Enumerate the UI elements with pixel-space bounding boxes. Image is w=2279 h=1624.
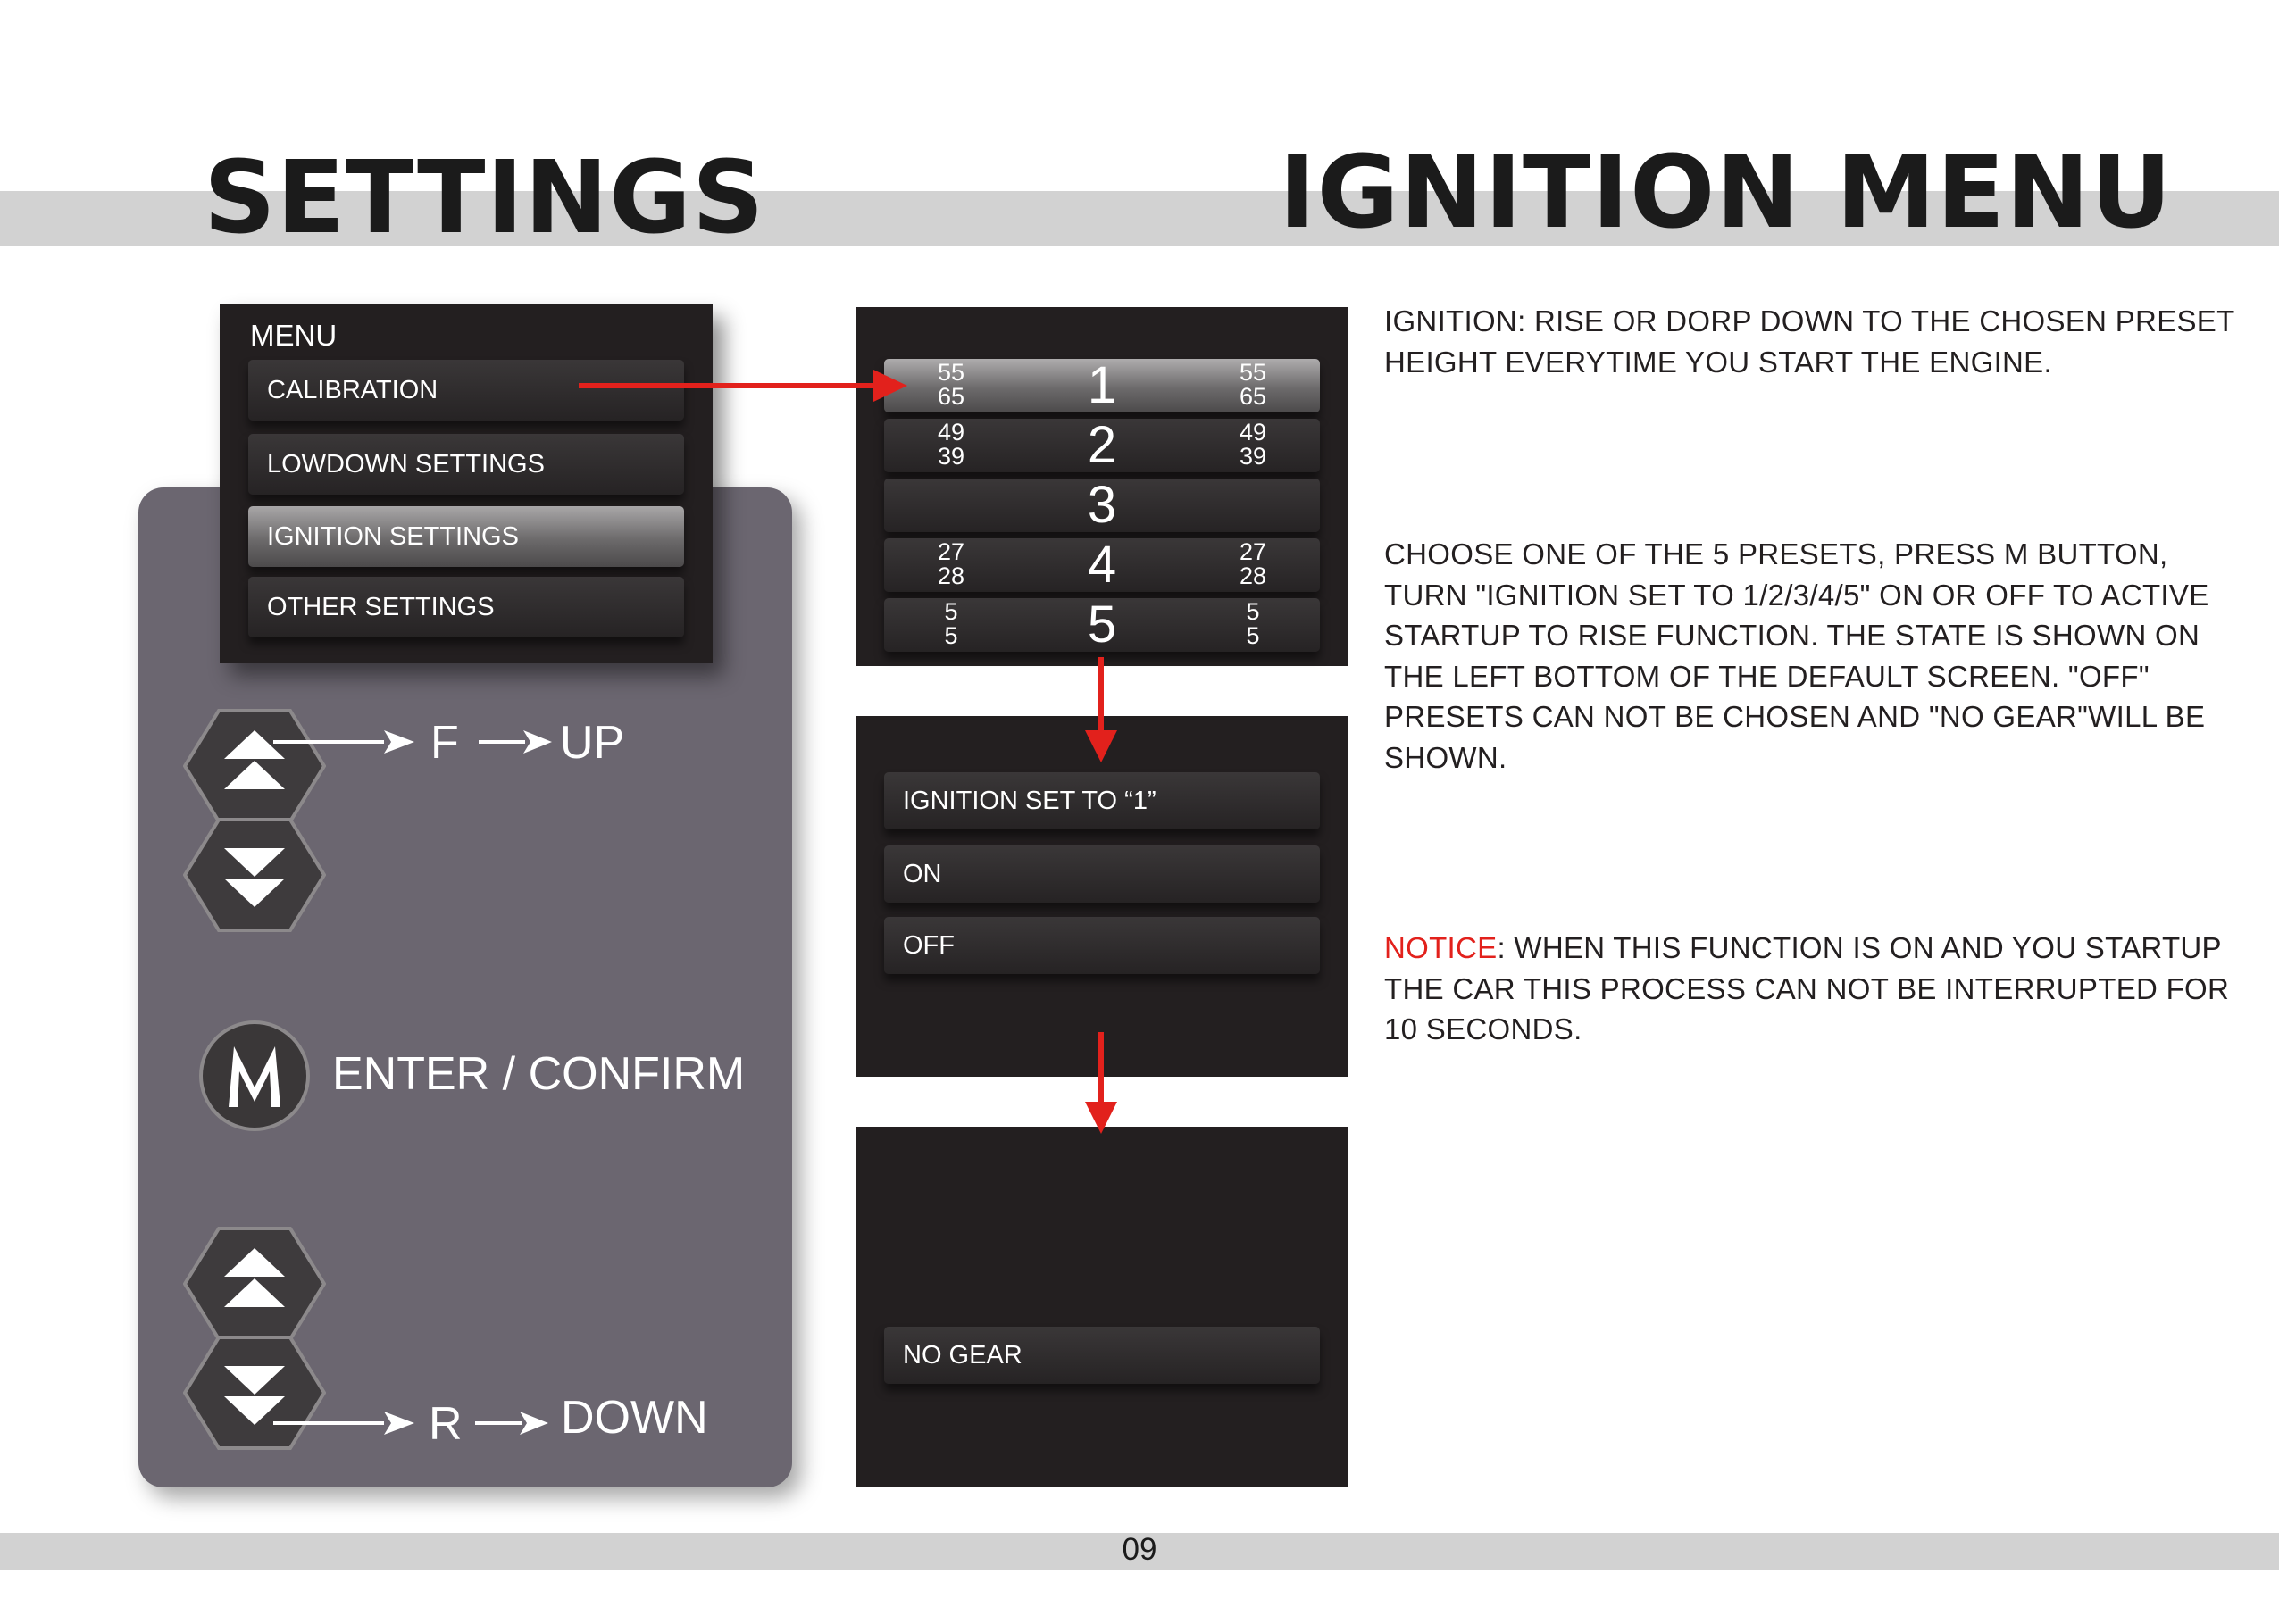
- preset-row-1[interactable]: [884, 356, 1320, 414]
- notice-label: NOTICE: [1384, 931, 1498, 964]
- preset-number: 2: [1087, 416, 1117, 474]
- no-gear-label: NO GEAR: [884, 1327, 1320, 1384]
- notice-text: : WHEN THIS FUNCTION IS ON AND YOU STARTUP THE CAR THIS PROCESS CAN NOT BE INTERRUPTED FOR 10 SECONDS.: [1384, 931, 2230, 1045]
- off-option[interactable]: OFF: [884, 917, 1320, 974]
- preset-row-2[interactable]: [884, 416, 1320, 474]
- page-number: 09: [1122, 1532, 1157, 1567]
- preset-left-heights: 5 5: [944, 598, 958, 649]
- preset-left-heights: 49 39: [937, 419, 965, 470]
- preset-number: 1: [1087, 356, 1117, 414]
- preset-number: 5: [1087, 595, 1117, 654]
- preset-right-heights: 49 39: [1239, 419, 1267, 470]
- preset-row-3[interactable]: [884, 476, 1320, 534]
- arrow-icon: [475, 1408, 548, 1438]
- settings-menu-screen: [220, 304, 713, 663]
- menu-item-other-settings[interactable]: OTHER SETTINGS: [248, 577, 684, 637]
- preset-left-heights: 27 28: [937, 538, 965, 589]
- menu-title: MENU: [250, 319, 338, 352]
- r-label: R: [429, 1398, 463, 1450]
- no-gear-screen: [856, 1127, 1348, 1487]
- ignition-set-screen: [856, 716, 1348, 1077]
- ignition-menu-title: IGNITION MENU: [1279, 135, 2173, 251]
- menu-item-calibration[interactable]: CALIBRATION: [248, 360, 684, 421]
- up-label: UP: [560, 717, 625, 769]
- f-label: F: [430, 717, 459, 769]
- down-label: DOWN: [561, 1392, 708, 1444]
- settings-title: SETTINGS: [204, 140, 765, 256]
- flow-arrow-right: [579, 368, 909, 404]
- preset-number: 4: [1087, 536, 1117, 594]
- ignition-set-to-option[interactable]: IGNITION SET TO “1”: [884, 772, 1320, 829]
- flow-arrow-down: [1083, 1032, 1119, 1136]
- preset-right-heights: 55 65: [1239, 359, 1267, 410]
- preset-row-5[interactable]: [884, 595, 1320, 654]
- preset-row-4[interactable]: [884, 538, 1320, 592]
- preset-right-heights: 5 5: [1246, 598, 1260, 649]
- menu-item-ignition-settings[interactable]: IGNITION SETTINGS: [248, 506, 684, 567]
- enter-confirm-label: ENTER / CONFIRM: [332, 1048, 746, 1100]
- on-option[interactable]: ON: [884, 845, 1320, 903]
- description-paragraph-1: IGNITION: RISE OR DORP DOWN TO THE CHOSEN PRESET HEIGHT EVERYTIME YOU START THE ENGINE.: [1384, 304, 2234, 379]
- preset-left-heights: 55 65: [937, 359, 965, 410]
- m-button[interactable]: [198, 1020, 311, 1132]
- notice-paragraph: [1384, 928, 2241, 1050]
- arrow-icon: [479, 727, 552, 757]
- arrow-icon: [273, 727, 416, 757]
- flow-arrow-down: [1083, 657, 1119, 764]
- preset-right-heights: 27 28: [1239, 538, 1267, 589]
- preset-screen: [856, 307, 1348, 666]
- description-paragraph-2: CHOOSE ONE OF THE 5 PRESETS, PRESS M BUTTON, TURN "IGNITION SET TO 1/2/3/4/5" ON OR OFF TO ACTIVE STARTUP TO RISE FUNCTION. THE STATE IS SHOWN ON THE LEFT BOTTOM OF THE DEFAULT SCREEN. "OFF" PRESETS CAN NOT BE CHOSEN AND "NO GEAR"WILL BE SHOWN.: [1384, 537, 2209, 774]
- menu-item-lowdown-settings[interactable]: LOWDOWN SETTINGS: [248, 434, 684, 495]
- arrow-icon: [273, 1408, 416, 1438]
- preset-number: 3: [1087, 476, 1117, 534]
